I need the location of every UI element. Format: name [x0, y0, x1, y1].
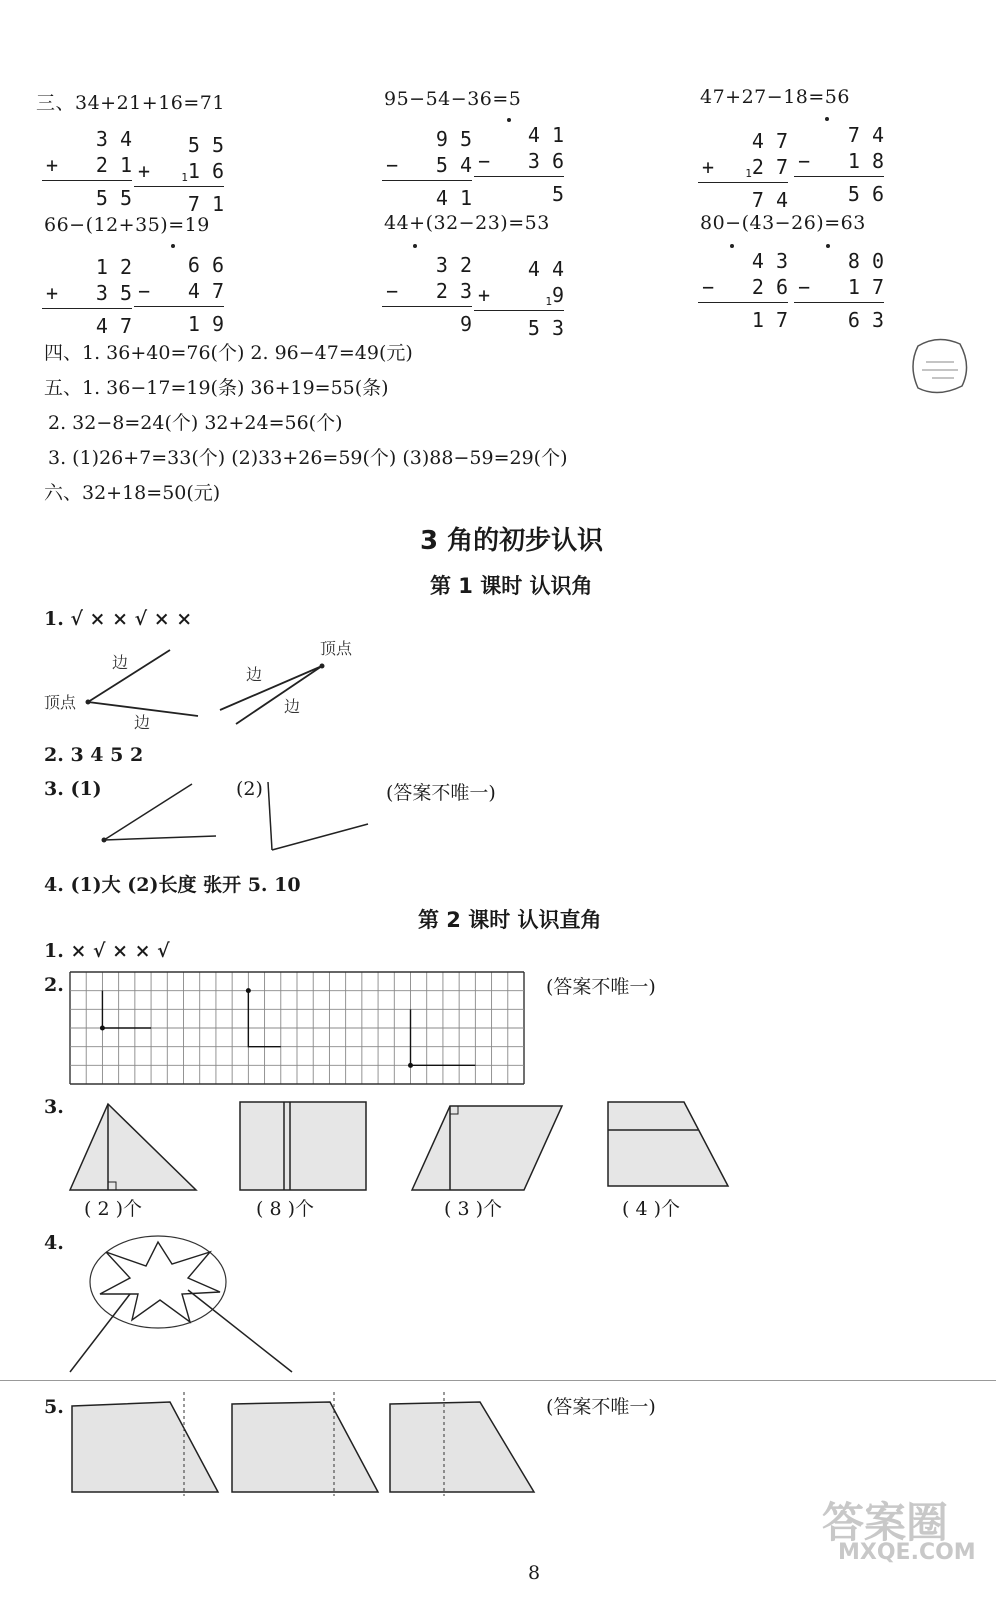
vertical-calc	[42, 254, 132, 339]
calc-result: 5	[551, 182, 564, 206]
trapezoid-3	[390, 1402, 534, 1492]
vertical-calc	[474, 122, 564, 207]
calc-operator: −	[478, 149, 491, 173]
calc-operator: −	[798, 275, 811, 299]
calc-result: 7 1	[187, 192, 224, 216]
calc-top: 7 4	[847, 123, 884, 147]
calc-operator: −	[138, 279, 151, 303]
angle-1-edge-upper	[88, 650, 170, 702]
calc-top: 8 0	[847, 249, 884, 273]
l2-q5: 5.	[44, 1396, 64, 1418]
l1-q3-label: 3. (1)	[44, 778, 102, 800]
page-number: 8	[528, 1562, 541, 1584]
grid-vertex-dot	[408, 1063, 413, 1068]
l1-q4: 4. (1)大 (2)长度 张开 5. 10	[44, 874, 301, 896]
part5-line-2: 2. 32−8=24(个) 32+24=56(个)	[48, 412, 343, 434]
lesson-1-title: 第 1 课时 认识角	[430, 574, 593, 598]
l2-note-2: (答案不唯一)	[546, 1396, 656, 1418]
calc-operator: −	[386, 279, 399, 303]
calc-top: 9 5	[435, 127, 472, 151]
drawn-angle-1-vertex	[102, 838, 107, 843]
calc-bottom: 9	[551, 283, 564, 307]
calc-top: 6 6	[187, 253, 224, 277]
vertical-calc	[42, 126, 132, 211]
borrow-dot	[171, 244, 175, 248]
calc-result: 1 7	[751, 308, 788, 332]
l2-note: (答案不唯一)	[546, 976, 656, 998]
rectangle-shape	[240, 1102, 366, 1190]
calc-operator: +	[46, 153, 59, 177]
vertical-calc	[474, 256, 564, 341]
calc-operator: +	[46, 281, 59, 305]
calc-operator: −	[702, 275, 715, 299]
vertical-calc	[382, 126, 472, 211]
calc-top: 4 7	[751, 129, 788, 153]
label-edge: 边	[134, 713, 151, 732]
calc-bottom: 2 6	[751, 275, 788, 299]
calc-bottom: 1 6	[187, 159, 224, 183]
l1-q1: 1. √ × × √ × ×	[44, 608, 193, 630]
calc-carry: 1	[545, 295, 552, 308]
calc-operator: −	[386, 153, 399, 177]
calc-top: 5 5	[187, 133, 224, 157]
trapezoid-shape	[608, 1102, 728, 1186]
lesson-2-title: 第 2 课时 认识直角	[418, 908, 602, 932]
page-divider	[0, 1380, 996, 1381]
calc-result: 6 3	[847, 308, 884, 332]
trapezoid-1	[72, 1402, 218, 1492]
borrow-dot	[730, 244, 734, 248]
equation-6: 80−(43−26)=63	[700, 212, 866, 234]
equation-5: 44+(32−23)=53	[384, 212, 550, 234]
watermark-site: MXQE.COM	[838, 1540, 976, 1565]
equation-4: 66−(12+35)=19	[44, 214, 210, 236]
borrow-dot	[413, 244, 417, 248]
count-triangle: ( 2 )个	[84, 1198, 142, 1220]
calc-bottom: 2 7	[751, 155, 788, 179]
l2-q2: 2.	[44, 974, 64, 996]
grid-vertex-dot	[246, 988, 251, 993]
label-edge: 边	[112, 653, 129, 672]
vertical-calc	[794, 248, 884, 333]
calc-top: 4 3	[751, 249, 788, 273]
calc-operator: −	[798, 149, 811, 173]
shapes-with-right-angles	[60, 1098, 780, 1194]
part6-line: 六、32+18=50(元)	[44, 482, 221, 504]
calc-operator: +	[702, 155, 715, 179]
part5-line-3: 3. (1)26+7=33(个) (2)33+26=59(个) (3)88−59=29(个)	[48, 447, 568, 469]
label-vertex: 顶点	[44, 693, 77, 712]
drawn-angle-1-edge	[104, 784, 192, 840]
count-trapezoid: ( 4 )个	[622, 1198, 680, 1220]
triangle-shape	[70, 1104, 196, 1190]
vertical-calc	[382, 252, 472, 337]
calc-bottom: 3 6	[527, 149, 564, 173]
calc-top: 3 2	[435, 253, 472, 277]
drawn-angles	[96, 774, 386, 854]
calc-result: 5 6	[847, 182, 884, 206]
l1-note: (答案不唯一)	[386, 782, 496, 804]
trapezoids-divided	[60, 1390, 580, 1500]
part5-line-1: 五、1. 36−17=19(条) 36+19=55(条)	[44, 377, 389, 399]
drawn-angle-2-edge	[268, 782, 272, 850]
l2-q4: 4.	[44, 1232, 64, 1254]
borrow-dot	[825, 117, 829, 121]
equation-1: 三、34+21+16=71	[36, 92, 225, 114]
vertical-calc	[794, 122, 884, 207]
parallelogram-shape	[412, 1106, 562, 1190]
calc-result: 9	[459, 312, 472, 336]
part4-line: 四、1. 36+40=76(个) 2. 96−47=49(元)	[44, 342, 413, 364]
vertical-calc	[698, 128, 788, 213]
calc-carry: 1	[745, 167, 752, 180]
label-edge: 边	[246, 665, 263, 684]
calc-result: 5 3	[527, 316, 564, 340]
calc-top: 4 1	[527, 123, 564, 147]
calc-bottom: 2 3	[435, 279, 472, 303]
calc-result: 5 5	[95, 186, 132, 210]
borrow-dot	[507, 118, 511, 122]
calc-result: 4 7	[95, 314, 132, 338]
calc-top: 4 4	[527, 257, 564, 281]
borrow-dot	[826, 244, 830, 248]
calc-result: 4 1	[435, 186, 472, 210]
calc-bottom: 2 1	[95, 153, 132, 177]
equation-2: 95−54−36=5	[384, 88, 522, 110]
calc-bottom: 1 8	[847, 149, 884, 173]
angle-figures	[40, 634, 380, 734]
calc-result: 7 4	[751, 188, 788, 212]
calc-bottom: 5 4	[435, 153, 472, 177]
trapezoid-2	[232, 1402, 378, 1492]
angle-1-vertex	[86, 700, 91, 705]
vertical-calc	[698, 248, 788, 333]
count-rectangle: ( 8 )个	[256, 1198, 314, 1220]
calc-bottom: 3 5	[95, 281, 132, 305]
equation-3: 47+27−18=56	[700, 86, 850, 108]
chapter-title: 3 角的初步认识	[420, 526, 604, 556]
grid-vertex-dot	[100, 1026, 105, 1031]
vertical-calc	[134, 132, 224, 217]
calc-carry: 1	[181, 171, 188, 184]
dot-grid	[68, 970, 528, 1088]
explosion-figure	[60, 1230, 340, 1380]
calc-bottom: 1 7	[847, 275, 884, 299]
calc-operator: +	[478, 283, 491, 307]
l1-q3-label-2: (2)	[236, 778, 263, 800]
l2-q3: 3.	[44, 1096, 64, 1118]
angle-2-vertex	[320, 664, 325, 669]
calc-result: 1 9	[187, 312, 224, 336]
calc-bottom: 4 7	[187, 279, 224, 303]
angle-2-edge-upper	[220, 666, 322, 710]
stamp-icon	[908, 336, 972, 398]
drawn-angle-1-edge	[104, 836, 216, 840]
l2-q1: 1. × √ × × √	[44, 940, 170, 962]
calc-top: 3 4	[95, 127, 132, 151]
l1-q2: 2. 3 4 5 2	[44, 744, 144, 766]
count-parallelogram: ( 3 )个	[444, 1198, 502, 1220]
calc-top: 1 2	[95, 255, 132, 279]
label-edge: 边	[284, 697, 301, 716]
drawn-angle-2-edge	[272, 824, 368, 850]
label-vertex: 顶点	[320, 639, 353, 658]
vertical-calc	[134, 252, 224, 337]
watermark-logo: 答案圈	[822, 1498, 949, 1547]
calc-operator: +	[138, 159, 151, 183]
